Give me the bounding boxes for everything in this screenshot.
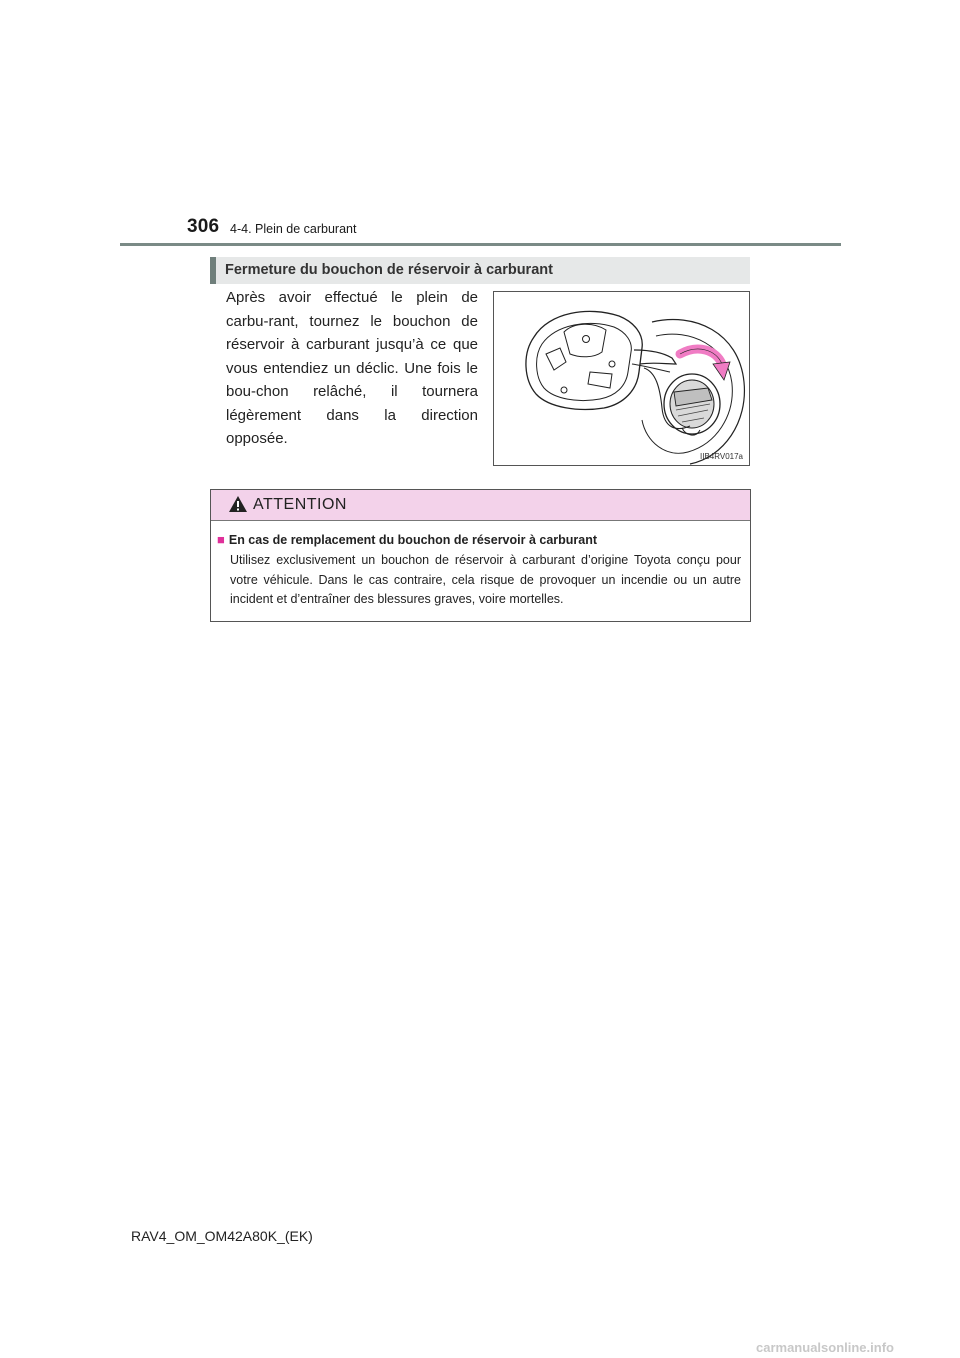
attention-item-title-text: En cas de remplacement du bouchon de réservoir à carburant xyxy=(228,533,598,547)
attention-header xyxy=(211,490,750,521)
fuel-cap-drawing xyxy=(494,292,750,466)
square-bullet-icon: ■ xyxy=(217,532,225,547)
document-code: RAV4_OM_OM42A80K_(EK) xyxy=(131,1228,313,1244)
warning-triangle-icon xyxy=(228,495,248,513)
fuel-cap-illustration xyxy=(493,291,750,466)
attention-label: ATTENTION xyxy=(253,496,347,513)
attention-item-title xyxy=(217,532,597,547)
chapter-title: 4-4. Plein de carburant xyxy=(230,222,357,236)
header-divider xyxy=(120,243,841,246)
section-body-text: Après avoir effectué le plein de carbu-rant, tournez le bouchon de réservoir à carburant jusqu’à ce que vous entendiez un déclic. Une fois le bou-chon relâché, il tournera légèrement dans la direction opposée. xyxy=(226,289,478,447)
section-heading-bar xyxy=(210,257,216,284)
watermark: carmanualsonline.info xyxy=(756,1340,894,1355)
section-heading xyxy=(210,257,750,284)
section-heading-text: Fermeture du bouchon de réservoir à carburant xyxy=(225,262,553,278)
figure-code: IIB4RV017a xyxy=(700,452,743,461)
attention-item-body: Utilisez exclusivement un bouchon de réservoir à carburant d’origine Toyota conçu pour votre véhicule. Dans le cas contraire, cela risque de provoquer un incendie ou un autre incident et d’entraîner des blessures graves, voire mortelles. xyxy=(230,553,741,606)
attention-box xyxy=(210,489,751,622)
page-number: 306 xyxy=(187,216,220,237)
